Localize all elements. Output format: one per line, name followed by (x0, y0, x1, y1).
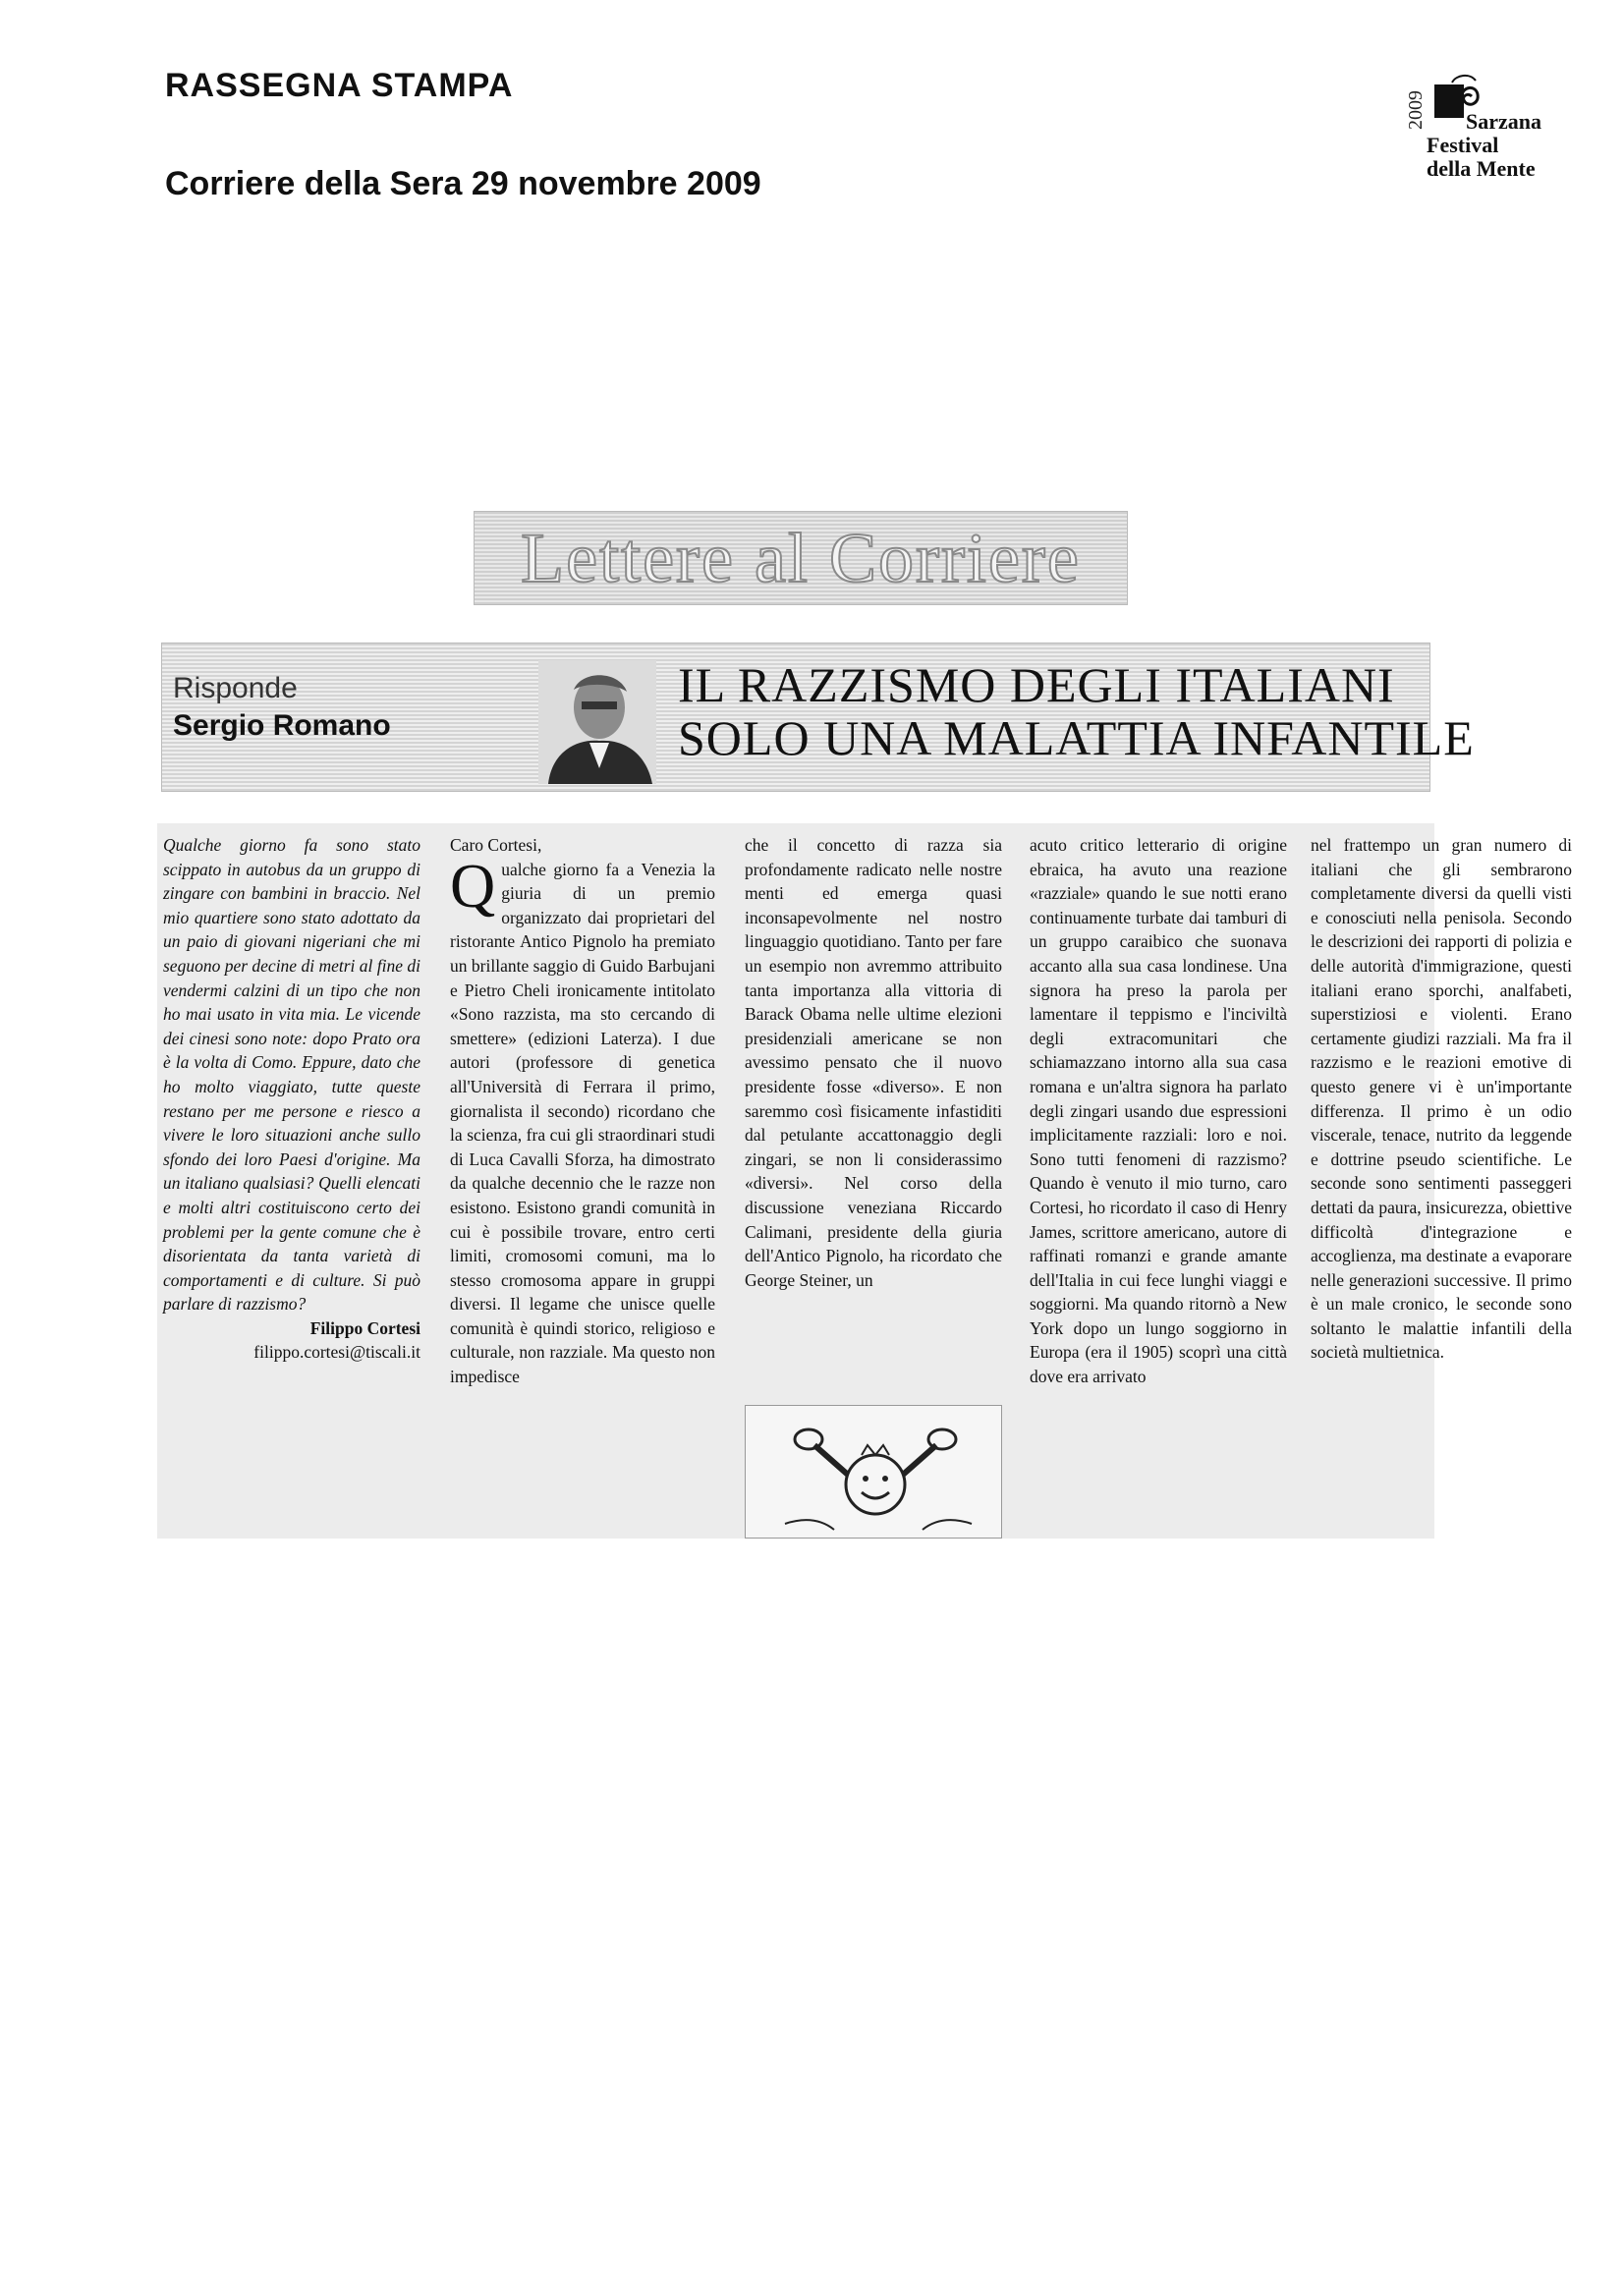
reply-column-1 (450, 833, 715, 1389)
letter-signature: Filippo Cortesi (309, 1317, 420, 1338)
logo-line-festival: Festival (1427, 133, 1499, 157)
logo-line-della-mente: della Mente (1427, 156, 1536, 181)
rubric-title: Lettere al Corriere (521, 518, 1081, 597)
festival-logo (1405, 61, 1572, 198)
reader-letter (163, 833, 420, 1365)
logo-text (1427, 109, 1541, 181)
reply-dropcap: Q (450, 850, 496, 921)
press-review-title: RASSEGNA STAMPA (165, 67, 514, 104)
reply-text-3: acuto critico letterario di origine ebraica, ha avuto una reazione «razziale» quando le sue notti erano continuamente turbate dai tamburi di un gruppo caraibico che suonava accanto alla sua casa londinese. Una signora ha preso la parola per lamentare il teppismo e l'inciviltà degli extracomunitari che schiamazzano intorno alla sua casa romana e un'altra signora ha parlato degli zingari usando due espressioni implicitamente razziali: loro e noi. Sono tutti fenomeni di razzismo? Quando è venuto il mio turno, caro Cortesi, ho ricordato il caso di Henry James, scrittore americano, autore di raffinati romanzi e grande amante dell'Italia in cui fece lunghi viaggi e soggiorni. Ma quando ritornò a New York dopo un lungo soggiorno in Europa (era il 1905) scoprì una città dove era arrivato (1030, 835, 1287, 1387)
cartoon-figure-icon (746, 1406, 1003, 1539)
reply-column-2 (745, 833, 1002, 1292)
logo-year: 2009 (1405, 90, 1427, 130)
cartoon-illustration (745, 1405, 1002, 1539)
headline-line-2: SOLO UNA MALATTIA INFANTILE (678, 710, 1475, 765)
letter-email: filippo.cortesi@tiscali.it (253, 1342, 420, 1363)
headline-line-1: IL RAZZISMO DEGLI ITALIANI (678, 657, 1395, 712)
column-rubric (474, 511, 1128, 605)
reply-text-4: nel frattempo un gran numero di italiani che gli sembrarono completamente diversi da quelli visti e conosciuti nella penisola. Secondo le descrizioni dei rapporti di polizia e delle autorità d'immigrazione, questi italiani erano sporchi, analfabeti, superstiziosi e violenti. Erano certamente giudizi razziali. Ma fra il razzismo e le reazioni emotive di questo genere vi è un'importante differenza. Il primo è un odio viscerale, tenace, nutrito da leggende e dottrine pseudo scientifiche. Le seconde sono sentimenti passeggeri dettati da paura, insicurezza, obiettive difficoltà d'integrazione e accoglienza, ma destinate a evaporare nelle generazioni successive. Il primo è un male cronico, le seconde sono soltanto le malattie infantili della società multietnica. (1311, 835, 1572, 1363)
byline-risponde: Risponde (173, 672, 298, 704)
article-headline (678, 658, 1475, 764)
reply-column-3 (1030, 833, 1287, 1389)
logo-line-sarzana: Sarzana (1466, 109, 1541, 134)
reader-letter-text: Qualche giorno fa sono stato scippato in autobus da un gruppo di zingare con bambini in braccio. Nel mio quartiere sono stato adottato da un paio di giovani nigeriani che mi seguono per decine di metri al fine di vendermi calzini di un tipo che non ho mai usato in vita mia. Le vicende dei cinesi sono note: dopo Prato ora è la volta di Como. Eppure, dato che ho molto viaggiato, tutte queste restano per me persone e riesco a vivere le loro situazioni anche sullo sfondo dei loro Paesi d'origine. Ma un italiano qualsiasi? Quelli elencati e molti altri costituiscono certo dei problemi per la gente comune che è disorientata da tanta varietà di comportamenti e di culture. Si può parlare di razzismo? (163, 835, 420, 1315)
reply-text-2: che il concetto di razza sia profondamente radicato nelle nostre menti ed emerga quasi inconsapevolmente nel nostro linguaggio quotidiano. Tanto per fare un esempio non avremmo attribuito tanta importanza alla vittoria di Barack Obama nelle ultime elezioni presidenziali americane se non avessimo pensato che il nuovo presidente fosse «diverso». E non saremmo così fisicamente infastiditi dal petulante accattonaggio degli zingari, se non li considerassimo «diversi». Nel corso della discussione veneziana Riccardo Calimani, presidente della giuria dell'Antico Pignolo, ha ricordato che George Steiner, un (745, 835, 1002, 1290)
author-portrait (538, 660, 656, 784)
newspaper-source-date: Corriere della Sera 29 novembre 2009 (165, 165, 761, 202)
reply-text-1: ualche giorno fa a Venezia la giuria di un premio organizzato dai proprietari del ristorante Antico Pignolo ha premiato un brillante saggio di Guido Barbujani e Pietro Cheli ironicamente intitolato «Sono razzista, ma sto cercando di smettere» (edizioni Laterza). I due autori (professore di genetica all'Università di Ferrara il primo, giornalista il secondo) ricordano che la scienza, fra cui gli straordinari studi di Luca Cavalli Sforza, ha dimostrato da qualche decennio che le razze non esistono. Esistono grandi comunità in cui è possibile trovare, entro certi limiti, cromosomi comuni, ma lo stesso cromosoma appare in gruppi diversi. Il legame che unisce quelle comunità è quindi storico, religioso e culturale, non razziale. Ma questo non impedisce (450, 859, 715, 1387)
byline-author: Sergio Romano (173, 709, 391, 742)
reply-salutation: Caro Cortesi, (450, 835, 542, 855)
reply-column-4 (1311, 833, 1572, 1365)
